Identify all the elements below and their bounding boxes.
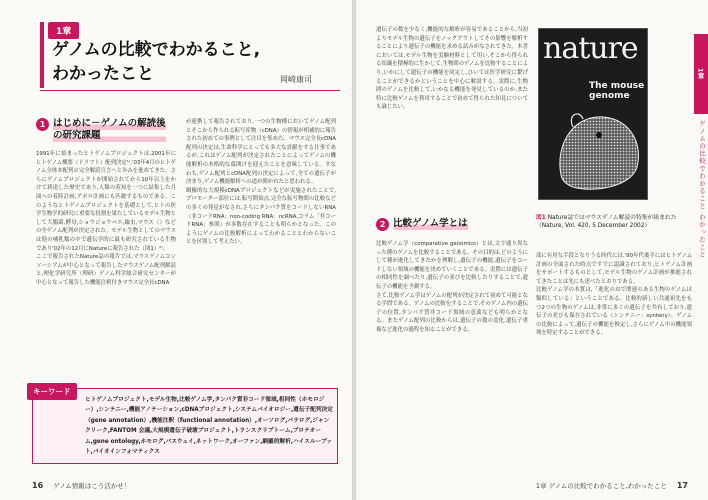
section-1-heading (36, 118, 176, 142)
right-footer (536, 481, 688, 490)
chapter-title-line2: わかったこと (52, 64, 154, 84)
nature-cover-image (538, 28, 648, 200)
figure-label: 図1 (536, 215, 546, 221)
right-top-paragraph: 遺伝子の数を少なく,機能的な解析が容易であることから,当初よりモデル生物の遺伝子をノックアウトしてその影響を解析することにより遺伝子の機能を求める試みがなされてきた。本書においては,モデル生物を実験材料として用い,そこから得られる知識を積極的に生かして,生物間のゲノムを比較することにより,いかにして遺伝子の機能を同定し,ひいては医学研究に繋げることができるかということを中心に解説する。実際に,生物間のゲノムを比較して,いかなる機能を発見しているのか,また特に比較ゲノムを利用することで初めて得られた知見についても論じたい。 (376, 27, 528, 111)
figure-caption-ref: （Nature, Vol. 420, 5 December 2002） (536, 223, 651, 229)
left-col2-paragraph-1: が連携して報告されており,一つの生物種においてゲノム配列とそこから作られる転写産物（cDNA）の情報が相補的に報告された初めての事例として注目を集めた。マウス完全長cDNA配列の決定は,生命科学にとっても多大な貢献をする仕事であるが,これはゲノム配列が決定されたことによってゲノムの機能解析の本格的な幕開けを迎えたことを意味している。すなわち,ゲノム配列とcDNA配列の決定によって,全ての遺伝子が決まり,ゲノム機能解析への道が開かれたと思われる。 (186, 119, 336, 186)
right-column-1 (376, 240, 528, 462)
left-column-1 (36, 150, 176, 380)
left-column-2 (186, 118, 336, 380)
left-footer (32, 481, 130, 490)
cover-subtitle: The mouse genome (589, 81, 645, 101)
section-1-title-line1: はじめに－ゲノムの解読後 (53, 118, 166, 129)
left-col1-paragraph-1: 1991年に始まったヒトゲノムプロジェクトは,2001年にヒトゲノム概要（ドラフト）配列決定¹⁾,'03年4月のヒトゲノム全体本配列の完全解読宣言へと歩みを進めてきた。さらにゲノムプロジェクトが開始されてから10年以上をかけて到達した歴史であり,人類の英知を一つに結集した月面への着陸計画,アポロ計画にも匹敵するものである。このようなヒトゲノムプロジェクトを基礎として,ヒトの医学生物学的研究に重要な役割を果たしているモデル生物として大腸菌,酵母,ショウジョウバエ,線虫,マウス（）などの全ゲノム配列が決定された。モデル生物としてのマウスは他の哺乳類の中で遺伝学的に最も研究されている生物であり'02年の12月にNatureに報告された（図1）²⁾。 (36, 151, 176, 252)
right-top-column (376, 26, 528, 212)
right-col1-paragraph-2: さて,比較ゲノム学はゲノムの配列が決定されて初めて可能となる学問である。ゲノムの比較をすることで,そのゲノム内の遺伝子の位置,タンパク質非コード領域の意義なども明らかとなる。またゲノム配列の比較からは,遺伝子の数の変化,遺伝子重複など進化の過程を知ることができる。 (376, 292, 528, 333)
chapter-side-tab: 1章 (694, 34, 708, 114)
section-2-number: 2 (376, 218, 389, 231)
section-1-title (53, 118, 166, 142)
section-2-heading (376, 218, 526, 231)
left-col1-paragraph-2: ここで報告されたNature誌の報告では,マウスゲノムコンソーシアムが中心となって報告したマウスゲノム配列解読と,理化学研究所（理研）ゲノム科学総合研究センターが中心となって報告した機能注釈付きマウス完全長cDNA (36, 254, 176, 286)
right-page-number: 17 (676, 481, 688, 490)
right-col1-paragraph-1: 比較ゲノム学（comparative genomics）とは,文字通り異なった種のゲノムを比較することである。その目的は,どのようにして種が進化してきたかを理解し,遺伝子の機能,遺伝子をコードしない領域の機能を決めていくことである。実際には遺伝子の相同性を調べたり,遺伝子の並びを比較したりすることで,遺伝子の機能を予測する。 (376, 241, 528, 290)
right-col2-paragraph-1: 部に有用な手段となりうる時代には,'90年代後半にはヒトゲノム計画の全面された時点ですでに認識されており,ヒトゲノム計画をサポートするものとして,モデル生物のゲノム計画が推進されてきたことは先にも述べたとおりである。 (536, 253, 692, 285)
section-1-number: 1 (36, 118, 49, 131)
author-name: 岡崎康司 (280, 75, 312, 84)
keyword-box (32, 388, 338, 464)
title-accent-bar (40, 22, 44, 88)
keyword-list: ヒトゲノムプロジェクト,モデル生物,比較ゲノム学,タンパク質非コード領域,相同性（ホモロジー）,シンテニー,機能アノテーション,cDNAプロジェクト,システムバイオロジー,遺伝子配列決定（gene annotation）,機能注釈（functional annotation）,オーソログ,パラログ,ジャンクリーク,FANTOM 会議,大規模遺伝子破壊プロジェクト,トランスクリプトーム,プロテオーム,gene ontology,ホモログ,パスウェイ,ネットワーク,オーファン,網羅的解析,ハイスループット,バイオインフォマティクス (85, 397, 333, 456)
right-page (356, 0, 708, 500)
chapter-side-title: ゲノムの比較でわかること わかったこと (698, 120, 706, 259)
chapter-title-line1: ゲノムの比較でわかること, (52, 40, 261, 60)
right-footer-title: 1章 ゲノムの比較でわかること,わかったこと (535, 482, 667, 490)
left-col2-paragraph-2: 網羅的な大規模cDNAプロジェクトなどが実施されたことで,プロモーター部位には,転写開始点,完全な転写物間の比較などの多くの発見がなされ,さらにタンパク質をコードしないRNA（非コードRNA：non-coding RNA：ncRNA,コラム「非コードRNA」参照）が多数存在することも明らかとなった。このようにゲノムの比較解析によってわかることとわからないことを区別して考えたい。 (186, 187, 336, 246)
section-1-title-line2: の研究課題 (53, 130, 166, 142)
cover-logo: nature (543, 31, 638, 66)
mouse-genome-illustration-icon (553, 105, 643, 193)
left-page-number: 16 (32, 481, 44, 490)
left-page (0, 0, 352, 500)
title-divider (40, 90, 340, 91)
right-column-2 (536, 252, 692, 462)
chapter-badge: 1章 (48, 22, 79, 39)
keyword-label: キーワード (27, 383, 77, 400)
figure-caption-text: Nature誌ではマウスゲノム解読の特集が組まれた (547, 215, 677, 221)
section-2-title: 比較ゲノム学とは (393, 218, 468, 229)
left-footer-title: ゲノム情報はこう活かせ！ (53, 482, 131, 490)
figure-caption (536, 214, 696, 230)
right-col2-paragraph-2: 比較ゲノム学の本質は,「進化のおで関連のある生物のゲノムは類似している」ということである。比較的新しい共通祖先をもつ2つの生物のゲノムは,非常に多くの遺伝子を共有しており,遺伝子の並びも保存されている（シンテニー：synteny）。ゲノムの比較によって,遺伝子の機能を推定し,さらにゲノム中の機能領域を特定することができる。 (536, 287, 692, 337)
